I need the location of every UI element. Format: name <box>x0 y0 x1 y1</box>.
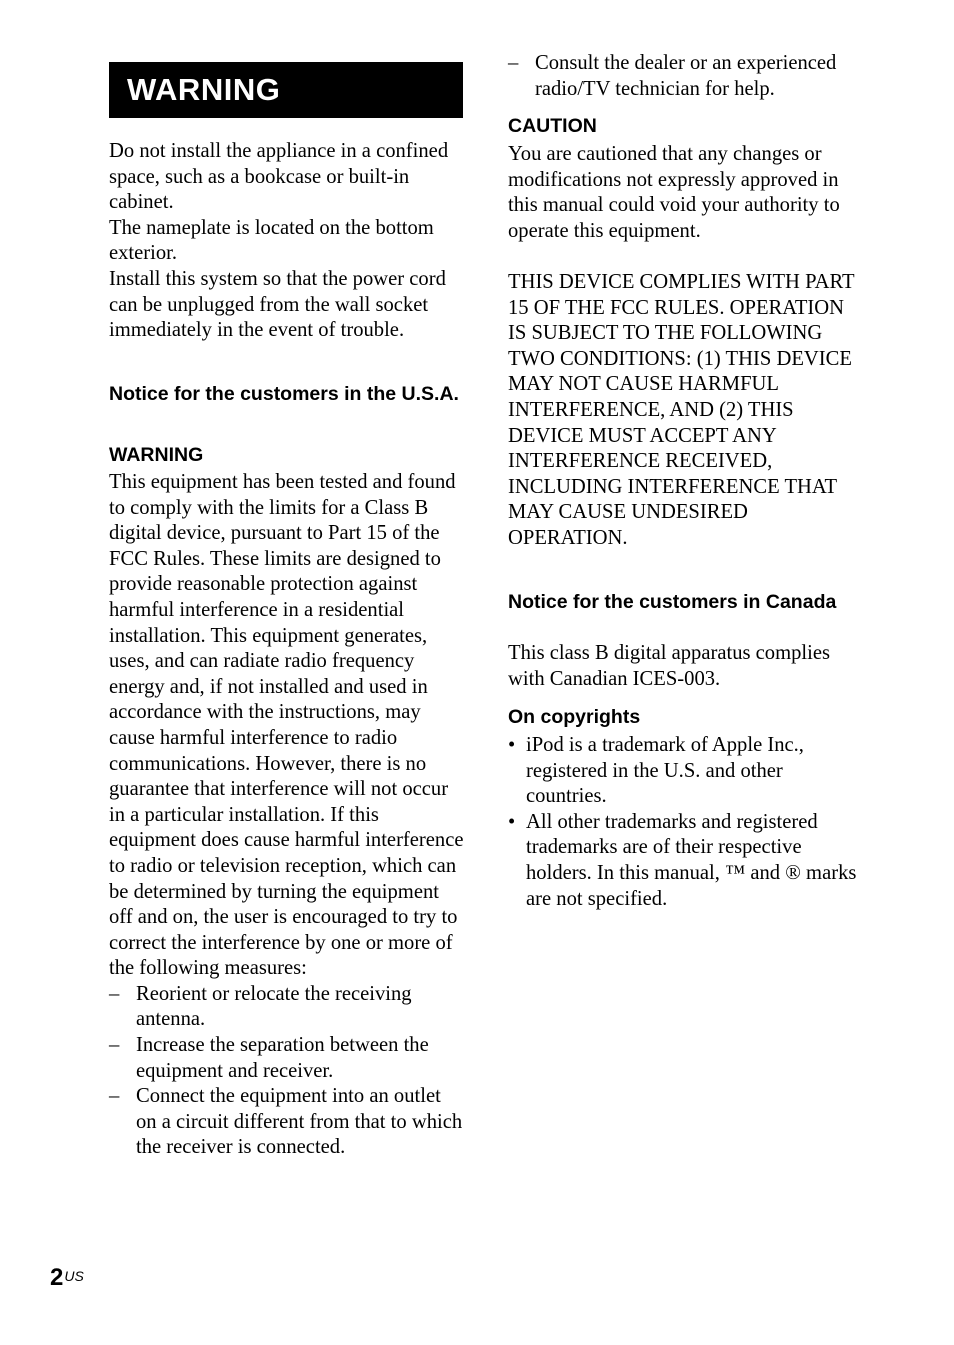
copyright-item <box>508 810 863 912</box>
page-region: US <box>64 1268 84 1284</box>
canada-heading: Notice for the customers in Canada <box>508 591 837 613</box>
bullet-marker: • <box>508 734 516 756</box>
copyright-text: iPod is a trademark of Apple Inc., registered in the U.S. and other countries. <box>526 734 804 808</box>
measure-item <box>109 1084 464 1161</box>
copyrights-heading: On copyrights <box>508 706 641 728</box>
dash-marker: – <box>109 982 120 1005</box>
measure-item <box>109 982 464 1033</box>
fcc-block <box>109 470 464 1161</box>
dash-marker: – <box>508 52 519 74</box>
fcc-paragraph: This equipment has been tested and found to comply with the limits for a Class B digital device, pursuant to Part 15 of the FCC Rules. These limits are designed to provide reasonable protection against harmful interference in a residential installation. This equipment generates, uses, and can radiate radio frequency energy and, if not installed and used in accordance with the instructions, may cause harmful interference to radio communications. However, there is no guarantee that interference will not occur in a particular installation. If this equipment does cause harmful interference to radio or television reception, which can be determined by turning the equipment off and on, the user is encouraged to try to correct the interference by one or more of the following measures: <box>109 471 464 980</box>
measure-text: Connect the equipment into an outlet on a circuit different from that to which the receiver is connected. <box>136 1085 463 1159</box>
warning-banner: WARNING <box>109 62 463 118</box>
measure-item <box>508 51 890 102</box>
page-number <box>50 1264 84 1292</box>
caution-heading: CAUTION <box>508 115 597 137</box>
caution-text: You are cautioned that any changes or modifications not expressly approved in this manual could void your authority to operate this equipment. <box>508 143 840 242</box>
copyright-item <box>508 733 863 810</box>
dash-marker: – <box>109 1085 120 1108</box>
notice-usa-heading: Notice for the customers in the U.S.A. <box>109 383 459 405</box>
copyright-text: All other trademarks and registered trademarks are of their respective holders. In this manual, ™ and ® marks are not specified. <box>526 810 857 910</box>
copyrights-list <box>508 733 863 912</box>
intro-paragraph-2: The nameplate is located on the bottom exterior. <box>109 216 434 265</box>
intro-block <box>109 139 464 344</box>
dash-marker: – <box>109 1034 120 1057</box>
measure-text: Increase the separation between the equipment and receiver. <box>136 1034 429 1082</box>
measure-text: Reorient or relocate the receiving antenna. <box>136 982 412 1031</box>
fcc-compliance-text: THIS DEVICE COMPLIES WITH PART 15 OF THE FCC RULES. OPERATION IS SUBJECT TO THE FOLLOWING TWO CONDITIONS: (1) THIS DEVICE MAY NOT CAUSE HARMFUL INTERFERENCE, AND (2) THIS DEVICE MUST ACCEPT ANY INTERFERENCE RECEIVED, INCLUDING INTERFERENCE THAT MAY CAUSE UNDESIRED OPERATION. <box>508 271 855 549</box>
page-number-value: 2 <box>50 1264 64 1291</box>
intro-paragraph-1: Do not install the appliance in a confined space, such as a bookcase or built-in cabinet. <box>109 140 449 214</box>
measure-text: Consult the dealer or an experienced radio/TV technician for help. <box>535 52 837 100</box>
bullet-marker: • <box>508 810 516 833</box>
intro-paragraph-3: Install this system so that the power cord can be unplugged from the wall socket immediately in the event of trouble. <box>109 267 446 342</box>
measure-item <box>109 1033 464 1084</box>
canada-text: This class B digital apparatus complies with Canadian ICES-003. <box>508 642 830 690</box>
warning-subheading: WARNING <box>109 444 204 466</box>
